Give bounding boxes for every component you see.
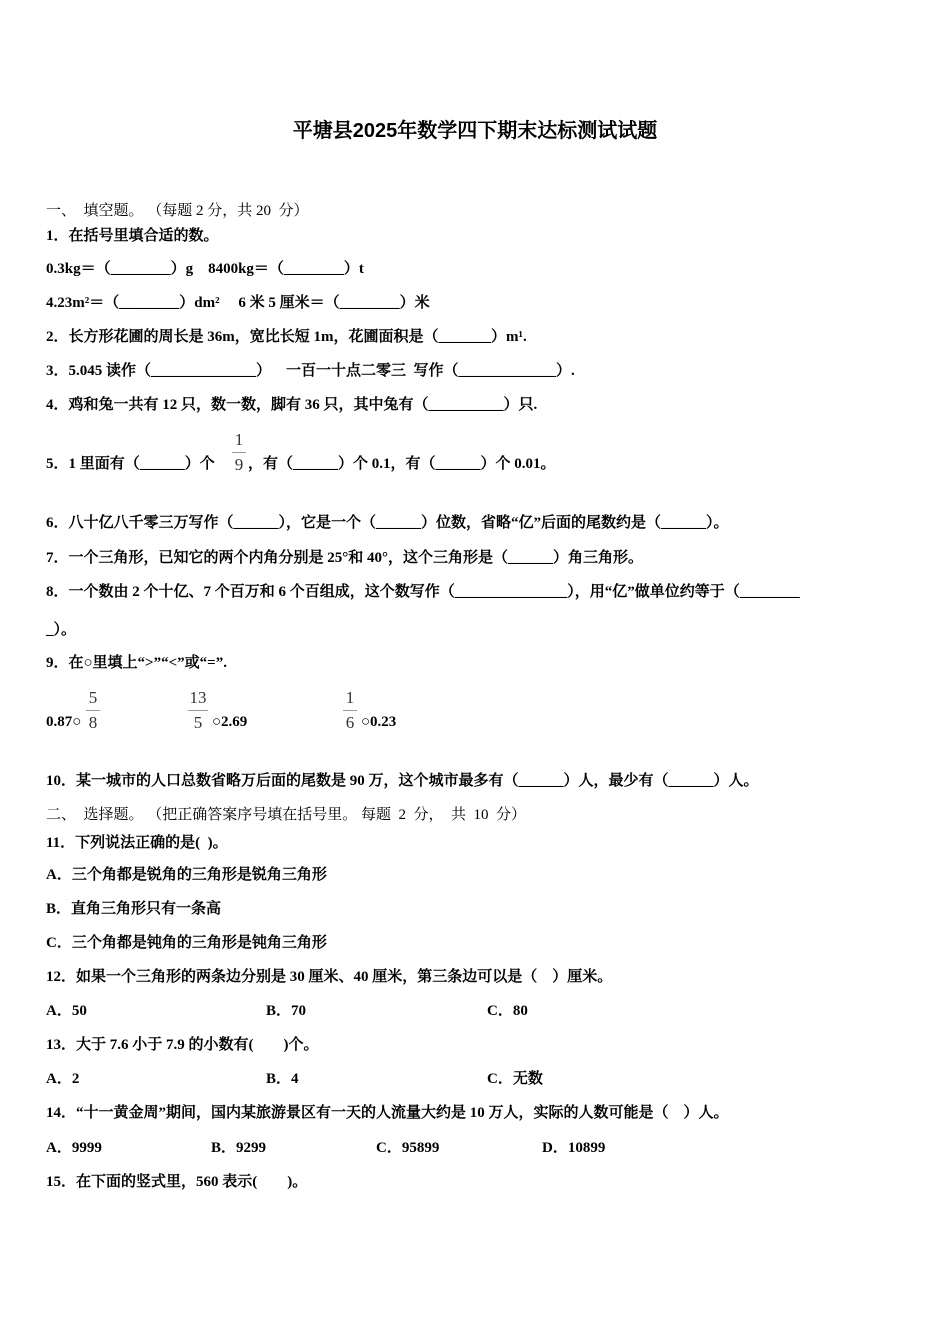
numerator: 5 (88, 688, 98, 707)
question-11: 11．下列说法正确的是( )。 (46, 835, 228, 851)
question-1: 1．在括号里填合适的数。 (46, 228, 219, 244)
question-10: 10．某一城市的人口总数省略万后面的尾数是 90 万，这个城市最多有（______）人，最少有（______）人。 (46, 773, 759, 789)
numerator: 1 (234, 430, 244, 449)
denominator: 5 (193, 713, 203, 732)
question-5-start: 5．1 里面有（______）个 (46, 456, 215, 472)
q9-item-2-post: ○2.69 (212, 714, 248, 730)
denominator: 8 (88, 713, 98, 732)
q12-option-a: A．50 (46, 1003, 87, 1019)
q12-option-c: C．80 (487, 1003, 528, 1019)
question-5-end: ，有（______）个 0.1，有（______）个 0.01。 (248, 456, 556, 472)
question-6: 6．八十亿八千零三万写作（______），它是一个（______）位数，省略“亿”后面的尾数约是（______）。 (46, 515, 729, 531)
numerator: 13 (189, 688, 207, 707)
q13-option-a: A．2 (46, 1071, 80, 1087)
q9-item-1-pre: 0.87○ (46, 714, 82, 730)
denominator: 9 (234, 455, 244, 474)
question-13: 13．大于 7.6 小于 7.9 的小数有( )个。 (46, 1037, 319, 1053)
question-7: 7．一个三角形，已知它的两个内角分别是 25°和 40°，这个三角形是（______）角三角形。 (46, 550, 644, 566)
q12-option-b: B．70 (266, 1003, 307, 1019)
q11-option-b: B．直角三角形只有一条高 (46, 901, 222, 917)
q14-option-b: B．9299 (211, 1140, 267, 1156)
q14-option-a: A．9999 (46, 1140, 102, 1156)
numerator: 1 (345, 688, 355, 707)
q13-option-b: B．4 (266, 1071, 299, 1087)
question-15: 15．在下面的竖式里，560 表示( )。 (46, 1174, 308, 1190)
section-heading-1: 一、 填空题。 （每题 2 分，共 20 分） (46, 203, 309, 219)
question-1-part-b: 4.23m²＝（________）dm² 6 米 5 厘米＝（________）米 (46, 295, 430, 311)
question-8: 8．一个数由 2 个十亿、7 个百万和 6 个百组成，这个数写作（_______________），用“亿”做单位约等于（________ (46, 584, 800, 600)
page-title: 平塘县2025年数学四下期末达标测试试题 (292, 120, 658, 142)
fraction-one-ninth (232, 430, 246, 475)
question-12: 12．如果一个三角形的两条边分别是 30 厘米、40 厘米，第三条边可以是（ ）厘米。 (46, 969, 613, 985)
q11-option-a: A．三个角都是锐角的三角形是锐角三角形 (46, 867, 327, 883)
section-heading-2: 二、 选择题。 （把正确答案序号填在括号里。 每题 2 分， 共 10 分） (46, 807, 527, 823)
question-4: 4．鸡和兔一共有 12 只，数一数，脚有 36 只，其中兔有（__________）只. (46, 397, 538, 413)
fraction-5-8 (86, 688, 100, 733)
question-9: 9．在○里填上“>”“<”或“=”. (46, 655, 227, 671)
fraction-13-5 (188, 688, 208, 733)
denominator: 6 (345, 713, 355, 732)
question-8-cont: _）。 (46, 622, 77, 638)
fraction-1-6 (343, 688, 357, 733)
q14-option-c: C．95899 (376, 1140, 440, 1156)
q11-option-c: C．三个角都是钝角的三角形是钝角三角形 (46, 935, 327, 951)
q13-option-c: C．无数 (487, 1071, 543, 1087)
question-3: 3．5.045 读作（______________） 一百一十点二零三 写作（_____________）. (46, 363, 575, 379)
question-2: 2．长方形花圃的周长是 36m，宽比长短 1m，花圃面积是（_______）m¹. (46, 329, 527, 345)
question-14: 14．“十一黄金周”期间，国内某旅游景区有一天的人流量大约是 10 万人，实际的人数可能是（ ）人。 (46, 1105, 729, 1121)
q14-option-d: D．10899 (542, 1140, 606, 1156)
q9-item-3-post: ○0.23 (361, 714, 397, 730)
question-1-part-a: 0.3kg＝（________）g 8400kg＝（________）t (46, 261, 364, 277)
